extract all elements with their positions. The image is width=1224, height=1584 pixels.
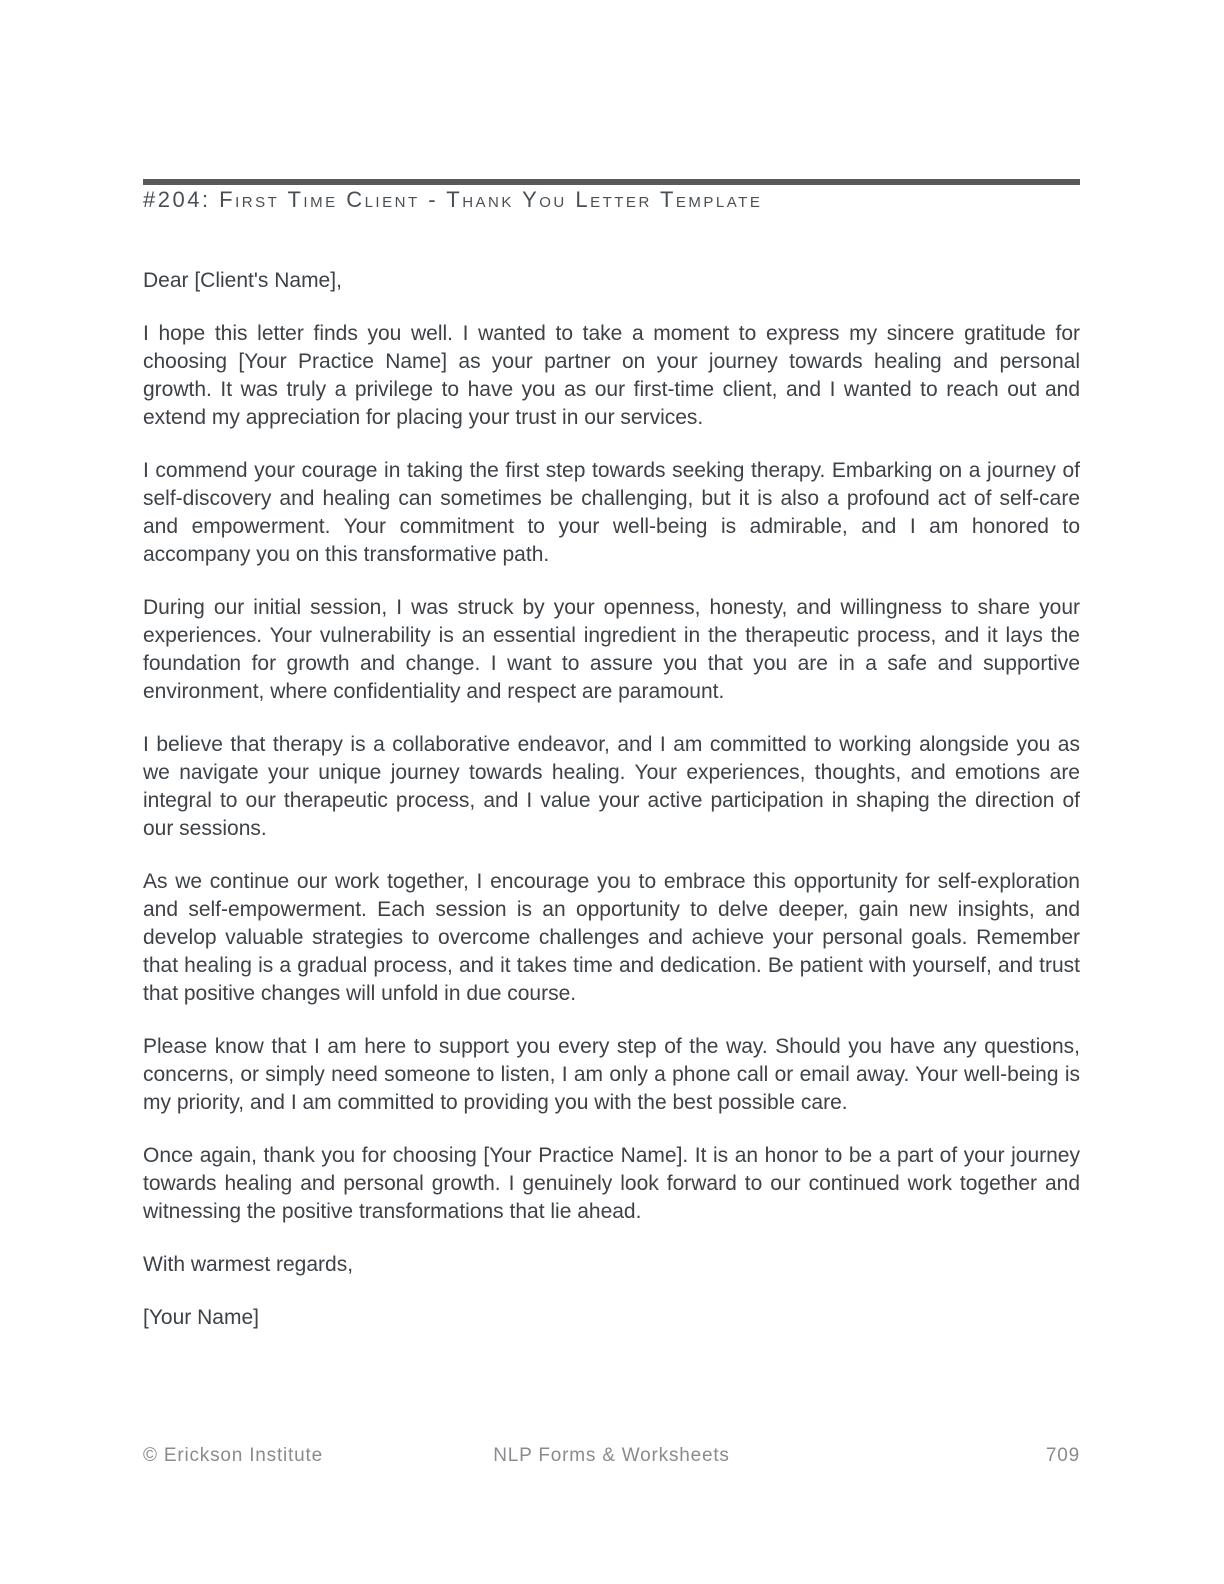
letter-paragraph: I commend your courage in taking the first step towards seeking therapy. Embarking on a journey of self-discovery and healing can sometimes be challenging, but it is also a profound act of self-care and empowerment. Your commitment to your well-being is admirable, and I am honored to accompany you on this transformative path.	[143, 459, 1080, 566]
closing: With warmest regards,	[143, 1253, 354, 1276]
header-rule	[143, 179, 1080, 185]
footer-title: NLP Forms & Worksheets	[493, 1445, 730, 1466]
page-number: 709	[1045, 1445, 1080, 1466]
letter-paragraph: I hope this letter finds you well. I wanted to take a moment to express my sincere gratitude for choosing [Your Practice Name] as your partner on your journey towards healing and personal growth. It was truly a privilege to have you as our first-time client, and I wanted to reach out and extend my appreciation for placing your trust in our services.	[143, 322, 1080, 429]
letter-body	[143, 267, 1080, 1332]
page-content	[143, 0, 1080, 1332]
page-footer	[143, 1444, 1080, 1468]
letter-paragraph: I believe that therapy is a collaborative endeavor, and I am committed to working alongside you as we navigate your unique journey towards healing. Your experiences, thoughts, and emotions are integral to our therapeutic process, and I value your active participation in shaping the direction of our sessions.	[143, 733, 1080, 840]
footer-copyright: © Erickson Institute	[143, 1445, 323, 1466]
letter-paragraph: Please know that I am here to support you every step of the way. Should you have any questions, concerns, or simply need someone to listen, I am only a phone call or email away. Your well-being is my priority, and I am committed to providing you with the best possible care.	[143, 1035, 1080, 1114]
letter-paragraph: Once again, thank you for choosing [Your Practice Name]. It is an honor to be a part of your journey towards healing and personal growth. I genuinely look forward to our continued work together and witnessing the positive transformations that lie ahead.	[143, 1144, 1080, 1223]
signature: [Your Name]	[143, 1306, 259, 1329]
letter-paragraph: During our initial session, I was struck by your openness, honesty, and willingness to share your experiences. Your vulnerability is an essential ingredient in the therapeutic process, and it lays the foundation for growth and change. I want to assure you that you are in a safe and supportive environment, where confidentiality and respect are paramount.	[143, 596, 1080, 703]
salutation: Dear [Client's Name],	[143, 269, 342, 292]
letter-paragraph: As we continue our work together, I encourage you to embrace this opportunity for self-exploration and self-empowerment. Each session is an opportunity to delve deeper, gain new insights, and develop valuable strategies to overcome challenges and achieve your personal goals. Remember that healing is a gradual process, and it takes time and dedication. Be patient with yourself, and trust that positive changes will unfold in due course.	[143, 870, 1080, 1005]
page-title: #204: First Time Client - Thank You Letter Template	[143, 187, 763, 212]
